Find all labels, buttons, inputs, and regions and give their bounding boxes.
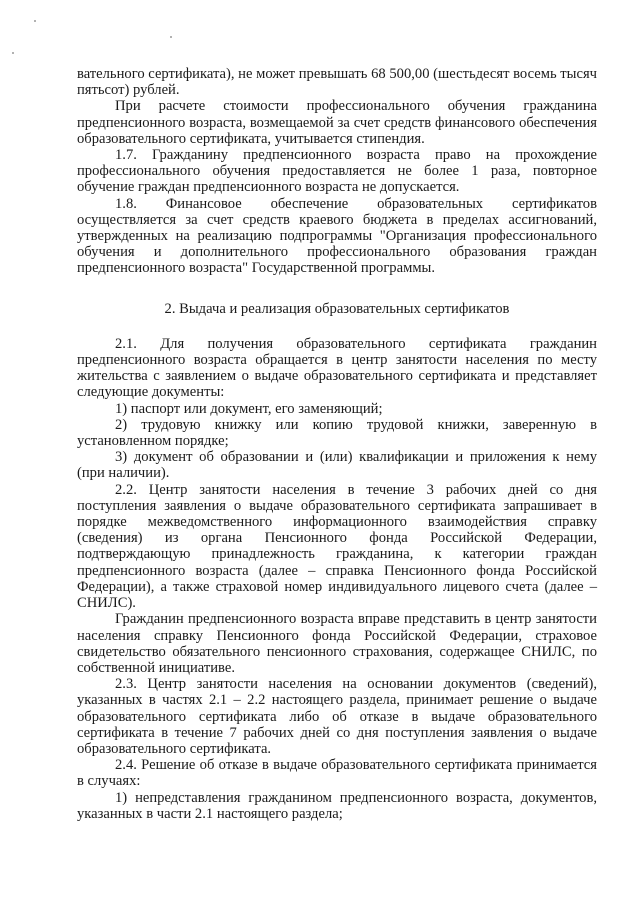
paragraph-2-3: 2.3. Центр занятости населения на основании документов (сведений), указанных в частях 2.1 – 2.2 настоящего раздела, принимает решение о выдаче образовательного сертификата либо об отказе в выдаче образовательного сертификата в течение 7 рабочих дней со дня поступления заявления о выдаче образовательного сертификата.: [77, 676, 597, 757]
scan-speck: [12, 52, 14, 54]
paragraph-continuation: вательного сертификата), не может превышать 68 500,00 (шестьдесят восемь тысяч пятьсот) рублей.: [77, 66, 597, 99]
paragraph-own-initiative: Гражданин предпенсионного возраста вправе представить в центр занятости населения справку Пенсионного фонда Российской Федерации, страховое свидетельство обязательного пенсионного страхования, содержащее СНИЛС, по собственной инициативе.: [77, 611, 597, 676]
paragraph-stipend: При расчете стоимости профессионального обучения гражданина предпенсионного возраста, возмещаемой за счет средств финансового обеспечения образовательного сертификата, учитывается стипендия.: [77, 98, 597, 147]
scan-speck: [34, 20, 36, 22]
list-item-refusal-1: 1) непредставления гражданином предпенсионного возраста, документов, указанных в части 2.1 настоящего раздела;: [77, 789, 597, 822]
list-item-education: 3) документ об образовании и (или) квалификации и приложения к нему (при наличии).: [77, 449, 597, 482]
list-item-passport: 1) паспорт или документ, его заменяющий;: [115, 400, 383, 417]
paragraph-1-7: 1.7. Гражданину предпенсионного возраста право на прохождение профессионального обучения предоставляется не более 1 раза, повторное обучение граждан предпенсионного возраста не допускается.: [77, 147, 597, 196]
paragraph-2-2: 2.2. Центр занятости населения в течение 3 рабочих дней со дня поступления заявления о выдаче образовательного сертификата запрашивает в порядке межведомственного информационного взаимодействия справку (сведения) из органа Пенсионного фонда Российской Федерации, подтверждающую принадлежность гражданина, к категории граждан предпенсионного возраста (далее – справка Пенсионного фонда Российской Федерации), а также страховой номер индивидуального лицевого счета (далее – СНИЛС).: [77, 481, 597, 612]
scan-speck: [170, 36, 172, 38]
section-heading: 2. Выдача и реализация образовательных сертификатов: [164, 300, 510, 317]
paragraph-1-8: 1.8. Финансовое обеспечение образовательных сертификатов осуществляется за счет средств краевого бюджета в пределах ассигнований, утвержденных на реализацию подпрограммы "Организация профессионального обучения и дополнительного профессионального образования граждан предпенсионного возраста" Государственной программы.: [77, 195, 597, 277]
paragraph-2-1: 2.1. Для получения образовательного сертификата гражданин предпенсионного возраста обращается в центр занятости населения по месту жительства с заявлением о выдаче образовательного сертификата и представляет следующие документы:: [77, 335, 597, 401]
paragraph-2-4: 2.4. Решение об отказе в выдаче образовательного сертификата принимается в случаях:: [77, 757, 597, 790]
list-item-workbook: 2) трудовую книжку или копию трудовой книжки, заверенную в установленном порядке;: [77, 416, 597, 450]
document-page: [77, 66, 597, 822]
